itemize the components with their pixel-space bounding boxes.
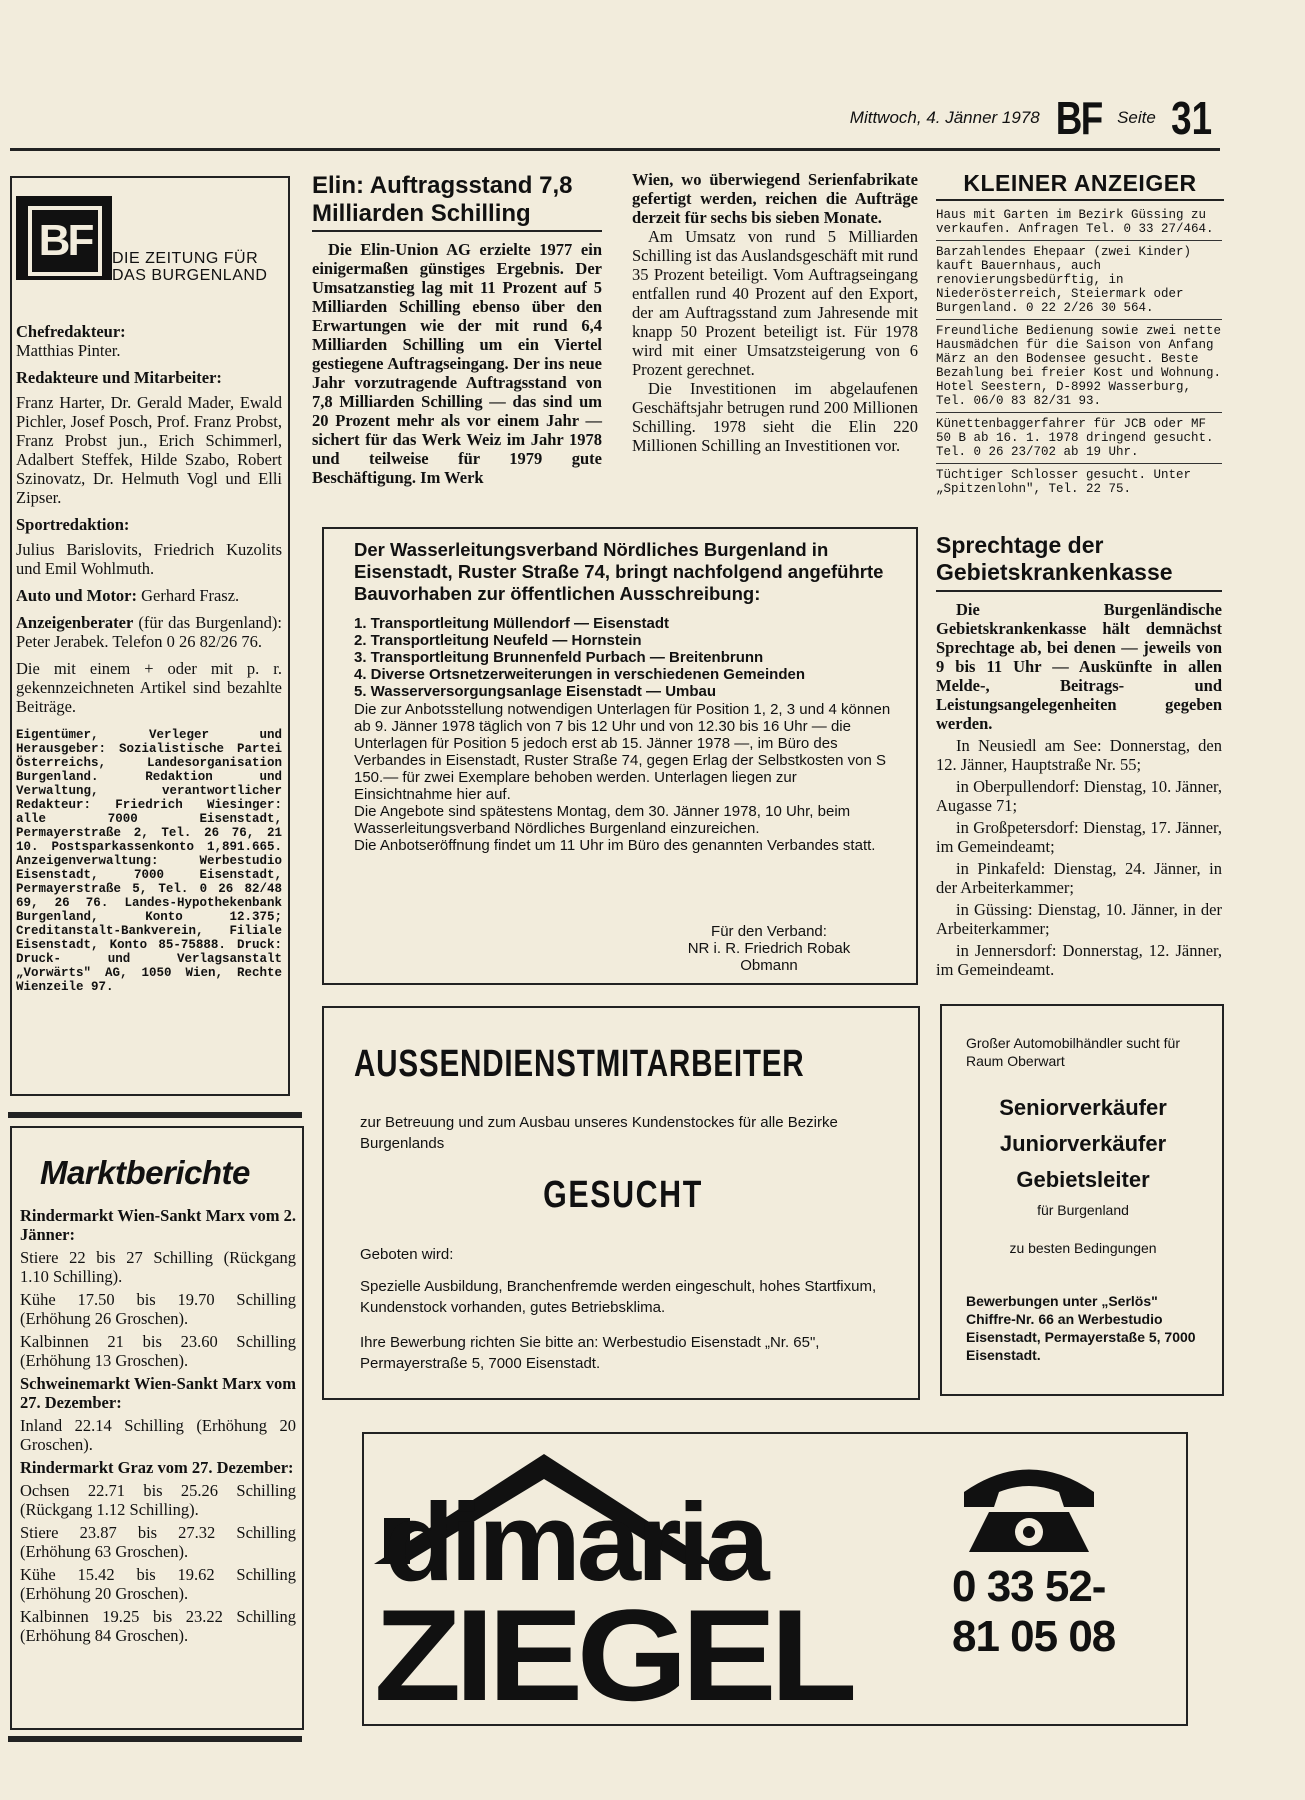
masthead-brand: BF [1055,92,1102,144]
anzeigen-text: (für das Burgenland): Peter Jerabek. Telefon 0 26 82/26 76. [16,613,283,651]
bf-logo [16,196,112,280]
wasser-body: Die zur Anbotsstellung notwendigen Unterlagen für Position 1, 2, 3 und 4 können ab 9. Jänner 1978 täglich von 7 bis 12 Uhr und von 12.30 bis 16 Uhr — die Unterlagen für Position 5 jedoch erst ab 15. Jänner 1978 —, im Büro des Verbandes in Eisenstadt, Ruster Straße 74, gegen Erlag der Selbstkosten von S 150.— für zwei Exemplare behoben werden. Unterlagen liegen zur Einsichtnahme hier auf. [354,701,891,803]
wasser-sig3: Obmann [740,957,798,974]
auto-role: Juniorverkäufer [999,1131,1167,1156]
wasser-signature [654,923,884,974]
wasser-list [354,615,894,700]
classified-ad: Künettenbaggerfahrer für JCB oder MF 50 B ab 16. 1. 1978 dringend gesucht. Tel. 0 26 23/702 ab 19 Uhr. [936,413,1222,464]
kleiner-rule [936,199,1224,201]
imprint-tagline: DIE ZEITUNG FÜR DAS BURGENLAND [112,250,268,284]
telephone-icon [954,1452,1104,1562]
imprint-note: Die mit einem + oder mit p. r. gekennzeichneten Artikel sind bezahlte Beiträge. [16,659,282,716]
sprechtage-body [936,600,1222,979]
anzeigen-label: Anzeigenberater [16,613,134,632]
masthead [850,88,1217,148]
sprechtage-rule [936,590,1222,592]
chef-label: Chefredakteur: [16,322,126,341]
wasser-box [322,527,918,985]
auto-label: Auto und Motor: [16,586,138,605]
wasser-body3: Die Anbotseröffnung findet um 11 Uhr im Büro des genannten Verbandes statt. [354,837,876,854]
dimaria-brand: dimaria [384,1481,766,1604]
markt-entry: Inland 22.14 Schilling (Erhöhung 20 Groschen). [20,1416,296,1454]
wasser-body2: Die Angebote sind spätestens Montag, dem 30. Jänner 1978, 10 Uhr, beim Wasserleitungsverband Nördliches Burgenland einzureichen. [354,803,851,837]
markt-heading: Rindermarkt Wien-Sankt Marx vom 2. Jänner: [20,1206,296,1244]
classified-ad: Barzahlendes Ehepaar (zwei Kinder) kauft Bauernhaus, auch renovierungsbedürftig, in Niederösterreich, Steiermark oder Burgenland. 0 22 2/26 30 564. [936,241,1222,320]
bf-logo-text: BF [28,206,102,276]
kleiner-title: KLEINER ANZEIGER [963,170,1197,196]
elin-col2 [632,170,918,455]
auto-cond: zu besten Bedingungen [1009,1240,1157,1256]
elin-p2: Am Umsatz von rund 5 Milliarden Schilling ist das Auslandsgeschäft mit rund 35 Prozent beteiligt. Vom Auftragseingang entfallen rund 40 Prozent auf den Export, der am Auftragsstand zum Jahresende mit knapp 50 Prozent beteiligt ist. Für 1978 wird mit einer Umsatzsteigerung von 6 Prozent gerechnet. [632,227,918,379]
masthead-date: Mittwoch, 4. Jänner 1978 [849,108,1040,127]
masthead-rule [10,148,1220,151]
dimaria-phone-1: 0 33 52- [952,1562,1106,1611]
sprechtag-entry: in Güssing: Dienstag, 10. Jänner, in der Arbeiterkammer; [936,900,1222,938]
sprechtag-entry: in Pinkafeld: Dienstag, 24. Jänner, in der Arbeiterkammer; [936,859,1222,897]
markt-entry: Kühe 17.50 bis 19.70 Schilling (Erhöhung 26 Groschen). [20,1290,296,1328]
markt-list [20,1206,296,1645]
auto-apply: Bewerbungen unter „Serlös" Chiffre-Nr. 66 an Werbestudio Eisenstadt, Permayerstaße 5, 7000 Eisenstadt. [966,1293,1196,1363]
bauvorhaben-item: 2. Transportleitung Neufeld — Hornstein [354,632,642,649]
auto-role: Seniorverkäufer [999,1095,1167,1120]
chef-name: Matthias Pinter. [16,341,121,360]
markt-top-rule [8,1112,302,1118]
wasser-body-wrap [354,701,894,854]
auto-roles [942,1090,1224,1198]
sport-names: Julius Barislovits, Friedrich Kuzolits und Emil Wohlmuth. [16,540,282,578]
wasser-sig2: NR i. R. Friedrich Robak [687,940,851,957]
bauvorhaben-item: 1. Transportleitung Müllendorf — Eisenstadt [354,615,670,632]
sprechtag-entry: in Jennersdorf: Donnerstag, 12. Jänner, im Gemeindeamt. [936,941,1222,979]
auto-names: Gerhard Frasz. [141,586,240,605]
markt-heading: Schweinemarkt Wien-Sankt Marx vom 27. Dezember: [20,1374,296,1412]
dimaria-product: ZIEGEL [374,1582,851,1728]
sprechtage-headline: Sprechtage der Gebietskrankenkasse [936,532,1173,585]
markt-entry: Kalbinnen 21 bis 23.60 Schilling (Erhöhung 13 Groschen). [20,1332,296,1370]
wasser-headline: Der Wasserleitungsverband Nördliches Burgenland in Eisenstadt, Ruster Straße 74, bringt nachfolgend angeführte Bauvorhaben zur öffentlichen Ausschreibung: [354,539,884,604]
masthead-seite-label: Seite [1117,108,1156,127]
elin-p3: Die Investitionen im abgelaufenen Geschäftsjahr betrugen rund 200 Millionen Schilling. 1978 sieht die Elin 220 Millionen Schilling an Investitionen vor. [632,379,918,455]
classified-ad: Freundliche Bedienung sowie zwei nette Hausmädchen für die Saison von Anfang März an den Bodensee gesucht. Beste Bezahlung bei freier Kost und Wohnung. Hotel Seestern, D-8992 Wasserburg, Tel. 06/0 83 82/31 93. [936,320,1222,413]
sprechtag-entry: In Neusiedl am See: Donnerstag, den 12. Jänner, Hauptstraße Nr. 55; [936,736,1222,774]
markt-box [10,1126,304,1730]
wasser-sig1: Für den Verband: [711,923,827,940]
markt-entry: Stiere 23.87 bis 27.32 Schilling (Erhöhung 63 Groschen). [20,1523,296,1561]
aussen-box [322,1006,920,1400]
elin-lead: Die Elin-Union AG erzielte 1977 ein einigermaßen günstiges Ergebnis. Der Umsatzanstieg lag mit 11 Prozent auf 5 Milliarden Schilling ebenso über den Erwartungen wie der mit rund 6,4 Milliarden Schilling um ein Viertel gestiegene Auftragseingang. Der ins neue Jahr vorzutragende Auftragsstand von 7,8 Milliarden Schilling — das sind um 20 Prozent mehr als vor einem Jahr — sichert für das Werk Weiz im Jahr 1978 und teilweise für 1979 gute Beschäftigung. Im Werk [312,240,602,487]
elin-col1 [312,240,602,487]
imprint-box [10,176,290,1096]
elin-lead-cont: Wien, wo überwiegend Serienfabrikate gefertigt werden, reichen die Aufträge derzeit für sechs bis sieben Monate. [632,170,918,227]
markt-bottom-rule [8,1736,302,1742]
aussen-geboten: Geboten wird: [360,1246,454,1263]
elin-rule [312,230,602,232]
aussen-gesucht: GESUCHT [543,1174,703,1216]
markt-entry: Ochsen 22.71 bis 25.26 Schilling (Rückgang 1.12 Schilling). [20,1481,296,1519]
sprechtage-list [936,736,1222,979]
auto-intro: Großer Automobilhändler sucht für Raum Oberwart [966,1035,1180,1069]
bauvorhaben-item: 4. Diverse Ortsnetzerweiterungen in verschiedenen Gemeinden [354,666,805,683]
sport-label: Sportredaktion: [16,515,130,534]
sprechtag-entry: in Oberpullendorf: Dienstag, 10. Jänner, Augasse 71; [936,777,1222,815]
bauvorhaben-item: 3. Transportleitung Brunnenfeld Purbach — Breitenbrunn [354,649,764,666]
markt-entry: Stiere 22 bis 27 Schilling (Rückgang 1.10 Schilling). [20,1248,296,1286]
auto-region: für Burgenland [1037,1202,1129,1218]
redakteure-label: Redakteure und Mitarbeiter: [16,368,222,387]
dimaria-phone-2: 81 05 08 [952,1612,1116,1661]
auto-box [940,1004,1224,1396]
dimaria-ad [362,1432,1188,1726]
imprint-legal: Eigentümer, Verleger und Herausgeber: Sozialistische Partei Österreichs, Landesorganisation Burgenland. Redaktion und Verwaltung, verantwortlicher Redakteur: Friedrich Wiesinger: alle 7000 Eisenstadt, Permayerstraße 2, Tel. 26 76, 21 10. Postsparkassenkonto 1,891.665. Anzeigenverwaltung: Werbestudio Eisenstadt, 7000 Eisenstadt, Permayerstraße 5, Tel. 0 26 82/48 69, 26 76. Landes-Hypothekenbank Burgenland, Konto 12.375; Creditanstalt-Bankverein, Filiale Eisenstadt, Konto 85-75888. Druck: Druck- und Verlagsanstalt „Vorwärts" AG, 1050 Wien, Rechte Wienzeile 97. [16,728,282,994]
aussen-apply: Ihre Bewerbung richten Sie bitte an: Werbestudio Eisenstadt „Nr. 65", Permayerstraße 5, 7000 Eisenstadt. [360,1334,820,1372]
aussen-sub: zur Betreuung und zum Ausbau unseres Kundenstockes für alle Bezirke Burgenlands [360,1114,838,1152]
classified-ad: Haus mit Garten im Bezirk Güssing zu verkaufen. Anfragen Tel. 0 33 27/464. [936,204,1222,241]
classified-ad: Tüchtiger Schlosser gesucht. Unter „Spitzenlohn", Tel. 22 75. [936,468,1192,496]
auto-role: Gebietsleiter [1016,1167,1150,1192]
aussen-offer: Spezielle Ausbildung, Branchenfremde werden eingeschult, hohes Startfixum, Kundenstock vorhanden, gutes Betriebsklima. [360,1278,877,1316]
sprechtage-lead: Die Burgenländische Gebietskrankenkasse hält demnächst Sprechtage ab, bei denen — jeweils von 9 bis 11 Uhr — Auskünfte in allen Melde-, Beitrags- und Leistungsangelegenheiten gegeben werden. [936,600,1222,733]
sprechtag-entry: in Großpetersdorf: Dienstag, 17. Jänner, im Gemeindeamt; [936,818,1222,856]
markt-heading: Rindermarkt Graz vom 27. Dezember: [20,1458,294,1477]
redakteure-names: Franz Harter, Dr. Gerald Mader, Ewald Pichler, Josef Posch, Prof. Franz Probst, Franz Probst jun., Erich Schimmerl, Adalbert Steffek, Hilde Szabo, Robert Szinovatz, Dr. Helmuth Vogl und Elli Zipser. [16,393,282,507]
markt-title: Marktberichte [40,1154,250,1191]
bauvorhaben-item: 5. Wasserversorgungsanlage Eisenstadt — Umbau [354,683,717,700]
page-number: 31 [1170,92,1212,144]
markt-entry: Kühe 15.42 bis 19.62 Schilling (Erhöhung 20 Groschen). [20,1565,296,1603]
elin-headline: Elin: Auftragsstand 7,8 Milliarden Schilling [312,172,573,227]
aussen-title: AUSSENDIENSTMITARBEITER [354,1043,805,1085]
kleiner-list [936,204,1222,500]
markt-entry: Kalbinnen 19.25 bis 23.22 Schilling (Erhöhung 84 Groschen). [20,1607,296,1645]
